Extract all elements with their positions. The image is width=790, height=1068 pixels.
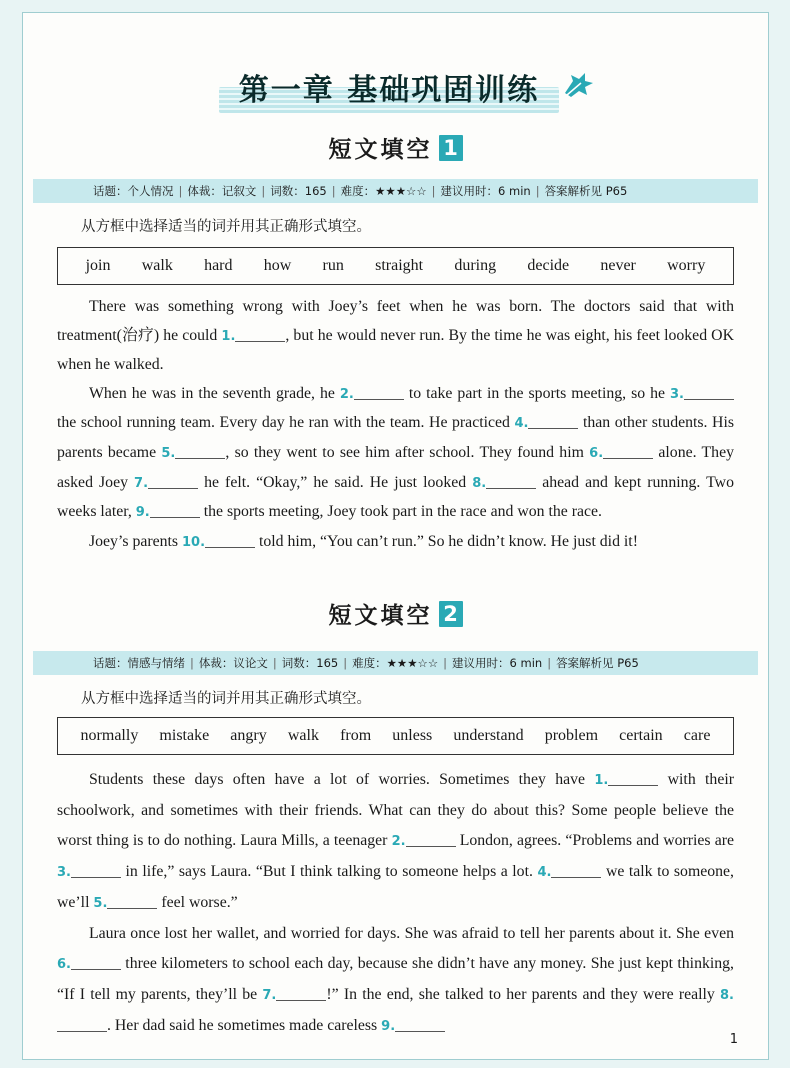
paragraph: There was something wrong with Joey’s feet when he was born. The doctors said that with treatment(治疗) he could 1. , but he would never run. By the time he was eight, his feet looked OK when he walked. <box>57 298 734 374</box>
word: never <box>600 257 636 274</box>
word: understand <box>453 727 524 744</box>
word: decide <box>527 257 570 274</box>
section1-instruction: 从方框中选择适当的词并用其正确形式填空。 <box>81 219 371 235</box>
section1-title: 短文填空 1 <box>23 131 768 164</box>
paragraph: When he was in the seventh grade, he 2. to take part in the sports meeting, so he 3. the school running team. Every day he ran with the team. He practiced 4. than other students. His parents became 5. , so they went to see him after school. They found him 6. alone. They asked Joey 7. he felt. “Okay,” he said. He just looked 8. ahead and kept running. Two weeks later, 9. the sports meeting, Joey took part in the race and won the race. <box>57 384 734 521</box>
chapter-header <box>219 57 559 117</box>
section2-instruction: 从方框中选择适当的词并用其正确形式填空。 <box>81 691 371 707</box>
word: from <box>340 727 372 744</box>
answer-blank[interactable] <box>71 955 121 970</box>
word: unless <box>392 727 433 744</box>
word: join <box>85 257 111 274</box>
page <box>22 12 769 1060</box>
page-number: 1 <box>729 1032 738 1047</box>
answer-blank[interactable] <box>486 474 536 489</box>
answer-blank[interactable] <box>150 503 200 518</box>
chapter-title: 第一章 基础巩固训练 <box>238 73 540 108</box>
word: hard <box>204 257 233 274</box>
word: certain <box>619 727 663 744</box>
answer-blank[interactable] <box>148 474 198 489</box>
section1-passage <box>57 293 734 557</box>
word: care <box>683 727 711 744</box>
word: run <box>322 257 344 274</box>
answer-blank[interactable] <box>175 444 225 459</box>
paragraph: Laura once lost her wallet, and worried for days. She was afraid to tell her parents about it. She even 6. three kilometers to school each day, because she didn’t have any money. She just kept thinking, “If I tell my parents, they’ll be 7. !” In the end, she talked to her parents and they were really 8.. Her dad said he sometimes made careless 9. <box>57 925 734 1034</box>
answer-blank[interactable] <box>354 385 404 400</box>
leaf-icon <box>561 71 595 99</box>
word: problem <box>544 727 599 744</box>
answer-blank[interactable] <box>71 863 121 878</box>
section1-number: 1 <box>439 135 463 161</box>
word: walk <box>287 727 319 744</box>
word: worry <box>667 257 706 274</box>
section2-meta: 话题：情感与情绪 | 体裁：议论文 | 词数：165 | 难度：★★★☆☆ | 建议用时：6 min | 答案解析见 P65 <box>33 651 758 675</box>
section2-passage <box>57 765 734 1042</box>
answer-blank[interactable] <box>608 771 658 786</box>
word: straight <box>375 257 424 274</box>
section2-number: 2 <box>439 601 463 627</box>
answer-blank[interactable] <box>551 863 601 878</box>
answer-blank[interactable] <box>528 414 578 429</box>
answer-blank[interactable] <box>395 1017 445 1032</box>
word: normally <box>80 727 139 744</box>
section1-meta: 话题：个人情况 | 体裁：记叙文 | 词数：165 | 难度：★★★☆☆ | 建议用时：6 min | 答案解析见 P65 <box>33 179 758 203</box>
word: angry <box>230 727 267 744</box>
word: during <box>454 257 497 274</box>
answer-blank[interactable] <box>205 533 255 548</box>
section2-title: 短文填空 2 <box>23 597 768 630</box>
word: how <box>263 257 292 274</box>
answer-blank[interactable] <box>406 832 456 847</box>
answer-blank[interactable] <box>276 986 326 1001</box>
word: walk <box>141 257 173 274</box>
paragraph: Students these days often have a lot of worries. Sometimes they have 1. with their schoolwork, and sometimes with their friends. What can they do about this? Some people believe the worst thing is to do nothing. Laura Mills, a teenager 2. London, agrees. “Problems and worries are 3. in life,” says Laura. “But I think talking to someone helps a lot. 4. we talk to someone, we’ll 5. feel worse.” <box>57 771 735 911</box>
answer-blank[interactable] <box>684 385 734 400</box>
section2-word-box <box>57 717 734 755</box>
answer-blank[interactable] <box>235 327 285 342</box>
section1-word-box <box>57 247 734 285</box>
paragraph: Joey’s parents 10. told him, “You can’t run.” So he didn’t know. He just did it! <box>89 532 638 550</box>
word: mistake <box>159 727 210 744</box>
answer-blank[interactable] <box>603 444 653 459</box>
answer-blank[interactable] <box>107 894 157 909</box>
answer-blank[interactable] <box>57 1017 107 1032</box>
